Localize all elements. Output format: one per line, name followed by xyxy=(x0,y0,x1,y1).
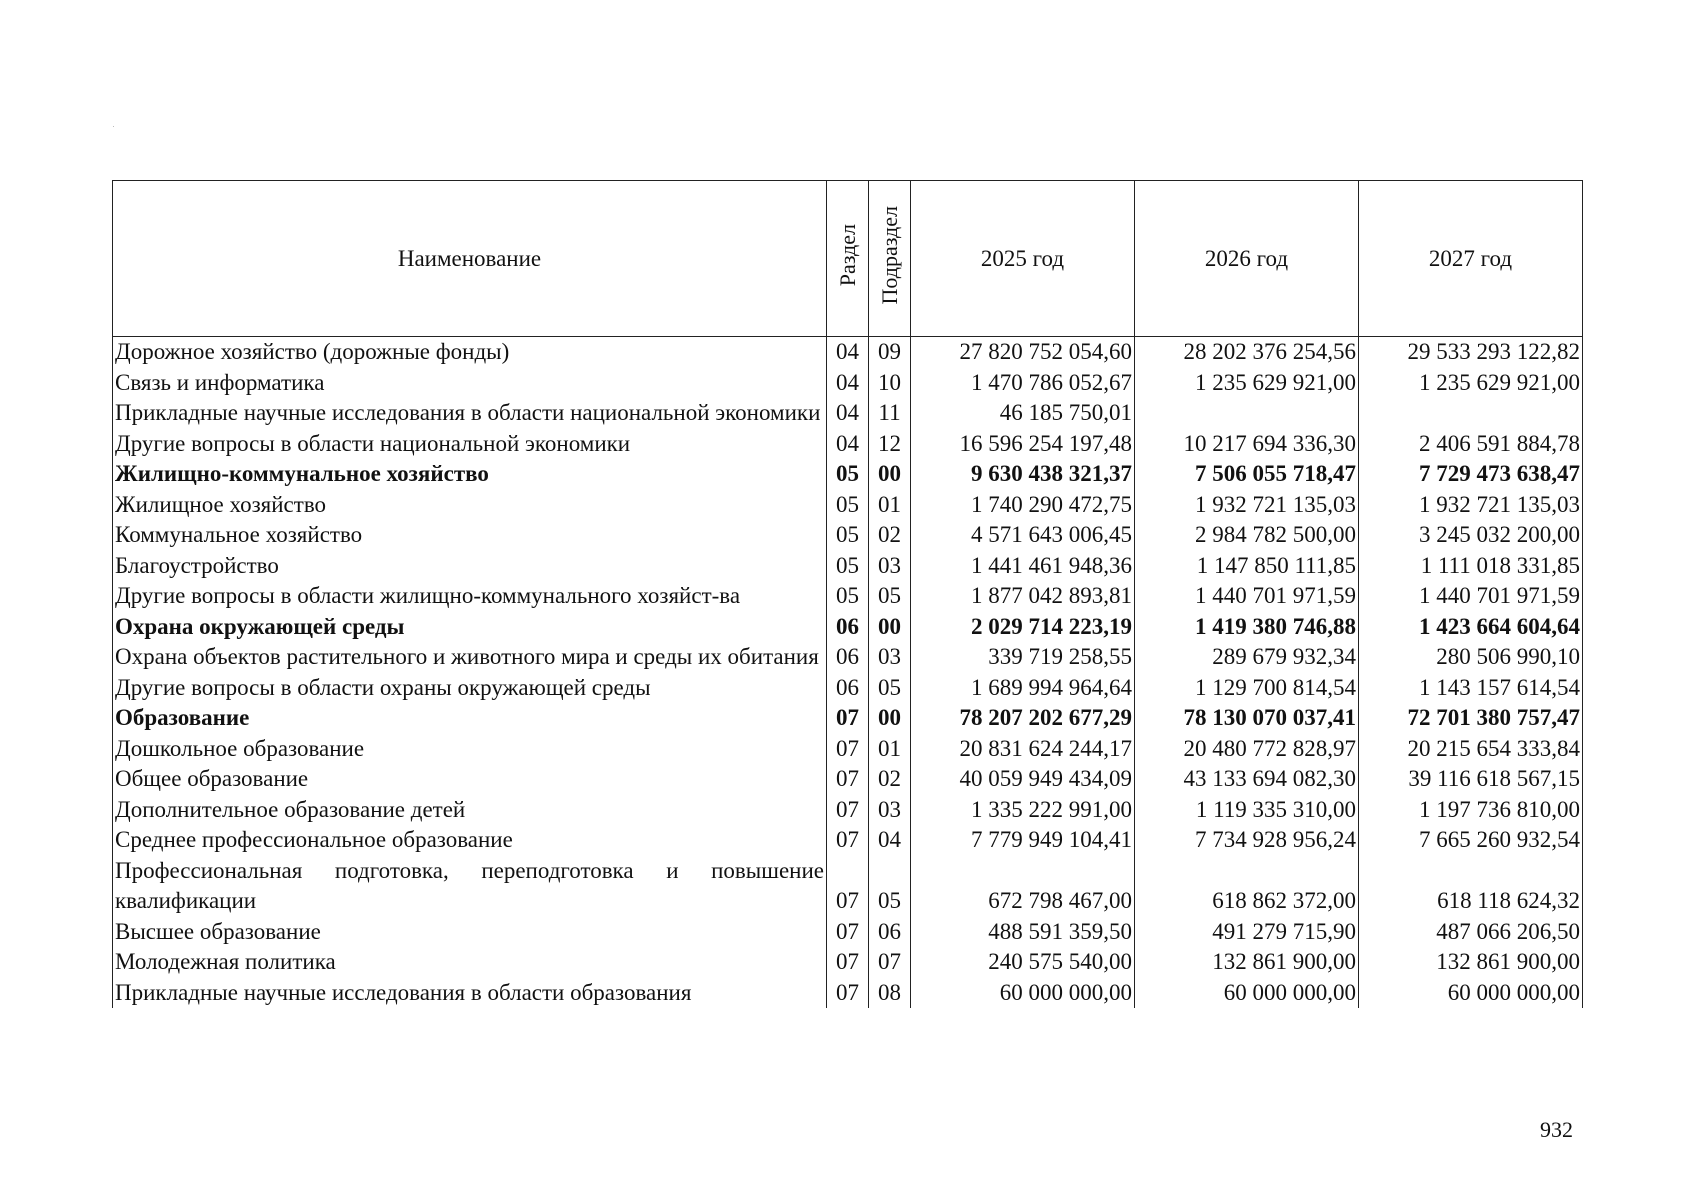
cell-razdel: 07 xyxy=(827,734,869,765)
cell-2027: 1 197 736 810,00 xyxy=(1359,795,1583,826)
cell-podrazdel: 02 xyxy=(869,764,911,795)
cell-2026: 2 984 782 500,00 xyxy=(1135,520,1359,551)
cell-2027: 7 665 260 932,54 xyxy=(1359,825,1583,856)
cell-razdel: 07 xyxy=(827,764,869,795)
table-row xyxy=(113,459,1583,490)
cell-razdel: 04 xyxy=(827,398,869,429)
cell-2026: 20 480 772 828,97 xyxy=(1135,734,1359,765)
cell-podrazdel: 03 xyxy=(869,642,911,673)
cell-razdel: 05 xyxy=(827,551,869,582)
cell-name: Дополнительное образование детей xyxy=(113,795,827,826)
header-2027: 2027 год xyxy=(1359,181,1583,337)
cell-2025: 1 335 222 991,00 xyxy=(911,795,1135,826)
cell-2025: 1 740 290 472,75 xyxy=(911,490,1135,521)
cell-2027: 29 533 293 122,82 xyxy=(1359,337,1583,368)
header-2025: 2025 год xyxy=(911,181,1135,337)
cell-2025: 1 689 994 964,64 xyxy=(911,673,1135,704)
cell-2026: 491 279 715,90 xyxy=(1135,917,1359,948)
cell-2026 xyxy=(1135,398,1359,429)
cell-2026: 1 129 700 814,54 xyxy=(1135,673,1359,704)
cell-2027: 20 215 654 333,84 xyxy=(1359,734,1583,765)
cell-podrazdel: 00 xyxy=(869,612,911,643)
cell-razdel: 05 xyxy=(827,581,869,612)
table-row xyxy=(113,734,1583,765)
cell-2025: 240 575 540,00 xyxy=(911,947,1135,978)
cell-2025: 60 000 000,00 xyxy=(911,978,1135,1009)
cell-2027: 280 506 990,10 xyxy=(1359,642,1583,673)
scan-artifact xyxy=(113,126,114,127)
table-row xyxy=(113,978,1583,1009)
cell-2026: 60 000 000,00 xyxy=(1135,978,1359,1009)
header-razdel: Раздел xyxy=(827,181,869,337)
cell-podrazdel: 01 xyxy=(869,490,911,521)
table-row xyxy=(113,703,1583,734)
table-row xyxy=(113,398,1583,429)
cell-razdel: 07 xyxy=(827,795,869,826)
cell-2026: 78 130 070 037,41 xyxy=(1135,703,1359,734)
cell-name: Другие вопросы в области жилищно-коммунального хозяйст-ва xyxy=(113,581,827,612)
cell-2025: 339 719 258,55 xyxy=(911,642,1135,673)
cell-2025: 9 630 438 321,37 xyxy=(911,459,1135,490)
table-row xyxy=(113,581,1583,612)
table-row xyxy=(113,337,1583,368)
cell-razdel: 04 xyxy=(827,429,869,460)
cell-podrazdel: 08 xyxy=(869,978,911,1009)
cell-2027 xyxy=(1359,398,1583,429)
cell-name: Жилищно-коммунальное хозяйство xyxy=(113,459,827,490)
cell-name: Благоустройство xyxy=(113,551,827,582)
cell-podrazdel: 11 xyxy=(869,398,911,429)
cell-razdel: 07 xyxy=(827,947,869,978)
cell-name: Прикладные научные исследования в области образования xyxy=(113,978,827,1009)
cell-2027: 1 932 721 135,03 xyxy=(1359,490,1583,521)
cell-podrazdel: 03 xyxy=(869,795,911,826)
cell-name: Профессиональная подготовка, переподготовка и повышение квалификации xyxy=(113,856,827,917)
cell-2025: 78 207 202 677,29 xyxy=(911,703,1135,734)
cell-razdel: 07 xyxy=(827,703,869,734)
cell-razdel: 07 xyxy=(827,978,869,1009)
cell-2026: 28 202 376 254,56 xyxy=(1135,337,1359,368)
cell-name: Коммунальное хозяйство xyxy=(113,520,827,551)
cell-2026: 132 861 900,00 xyxy=(1135,947,1359,978)
cell-podrazdel: 03 xyxy=(869,551,911,582)
cell-2025: 46 185 750,01 xyxy=(911,398,1135,429)
cell-2026: 10 217 694 336,30 xyxy=(1135,429,1359,460)
table-body xyxy=(113,337,1583,1009)
cell-razdel: 05 xyxy=(827,490,869,521)
cell-2026: 7 734 928 956,24 xyxy=(1135,825,1359,856)
cell-podrazdel: 00 xyxy=(869,459,911,490)
cell-2027: 1 143 157 614,54 xyxy=(1359,673,1583,704)
page-number: 932 xyxy=(1540,1117,1573,1142)
cell-razdel: 05 xyxy=(827,520,869,551)
table-row xyxy=(113,795,1583,826)
cell-name: Дорожное хозяйство (дорожные фонды) xyxy=(113,337,827,368)
cell-2027: 7 729 473 638,47 xyxy=(1359,459,1583,490)
cell-podrazdel: 01 xyxy=(869,734,911,765)
cell-2026: 1 419 380 746,88 xyxy=(1135,612,1359,643)
cell-podrazdel: 04 xyxy=(869,825,911,856)
cell-2025: 20 831 624 244,17 xyxy=(911,734,1135,765)
cell-razdel: 04 xyxy=(827,337,869,368)
cell-2027: 1 235 629 921,00 xyxy=(1359,368,1583,399)
cell-2026: 618 862 372,00 xyxy=(1135,856,1359,917)
table-row xyxy=(113,642,1583,673)
table-row xyxy=(113,856,1583,917)
cell-2027: 1 423 664 604,64 xyxy=(1359,612,1583,643)
cell-2027: 60 000 000,00 xyxy=(1359,978,1583,1009)
budget-table xyxy=(112,180,1583,1008)
cell-razdel: 06 xyxy=(827,642,869,673)
cell-2027: 72 701 380 757,47 xyxy=(1359,703,1583,734)
cell-2025: 672 798 467,00 xyxy=(911,856,1135,917)
cell-2027: 39 116 618 567,15 xyxy=(1359,764,1583,795)
table-header-row xyxy=(113,181,1583,337)
cell-name: Жилищное хозяйство xyxy=(113,490,827,521)
table-row xyxy=(113,764,1583,795)
cell-razdel: 07 xyxy=(827,856,869,917)
cell-razdel: 07 xyxy=(827,825,869,856)
cell-2025: 4 571 643 006,45 xyxy=(911,520,1135,551)
cell-2027: 487 066 206,50 xyxy=(1359,917,1583,948)
cell-name: Общее образование xyxy=(113,764,827,795)
table-row xyxy=(113,947,1583,978)
cell-2027: 2 406 591 884,78 xyxy=(1359,429,1583,460)
cell-name: Высшее образование xyxy=(113,917,827,948)
cell-name: Охрана объектов растительного и животного мира и среды их обитания xyxy=(113,642,827,673)
cell-podrazdel: 06 xyxy=(869,917,911,948)
cell-razdel: 06 xyxy=(827,673,869,704)
table-row xyxy=(113,520,1583,551)
cell-2027: 1 440 701 971,59 xyxy=(1359,581,1583,612)
cell-razdel: 07 xyxy=(827,917,869,948)
cell-name: Связь и информатика xyxy=(113,368,827,399)
cell-name: Образование xyxy=(113,703,827,734)
header-2026: 2026 год xyxy=(1135,181,1359,337)
cell-name: Другие вопросы в области национальной экономики xyxy=(113,429,827,460)
cell-2026: 1 147 850 111,85 xyxy=(1135,551,1359,582)
table-row xyxy=(113,429,1583,460)
cell-2026: 7 506 055 718,47 xyxy=(1135,459,1359,490)
cell-podrazdel: 10 xyxy=(869,368,911,399)
cell-podrazdel: 09 xyxy=(869,337,911,368)
cell-2025: 1 470 786 052,67 xyxy=(911,368,1135,399)
table-row xyxy=(113,673,1583,704)
table-row xyxy=(113,490,1583,521)
table-row xyxy=(113,551,1583,582)
cell-2025: 1 441 461 948,36 xyxy=(911,551,1135,582)
cell-podrazdel: 00 xyxy=(869,703,911,734)
cell-2027: 618 118 624,32 xyxy=(1359,856,1583,917)
cell-name: Охрана окружающей среды xyxy=(113,612,827,643)
cell-2025: 16 596 254 197,48 xyxy=(911,429,1135,460)
cell-2026: 43 133 694 082,30 xyxy=(1135,764,1359,795)
cell-2026: 1 440 701 971,59 xyxy=(1135,581,1359,612)
cell-2025: 2 029 714 223,19 xyxy=(911,612,1135,643)
table-row xyxy=(113,612,1583,643)
cell-podrazdel: 02 xyxy=(869,520,911,551)
cell-podrazdel: 07 xyxy=(869,947,911,978)
cell-2025: 488 591 359,50 xyxy=(911,917,1135,948)
header-podrazdel: Подраздел xyxy=(869,181,911,337)
cell-razdel: 04 xyxy=(827,368,869,399)
table-row xyxy=(113,917,1583,948)
cell-name: Прикладные научные исследования в области национальной экономики xyxy=(113,398,827,429)
table-row xyxy=(113,368,1583,399)
cell-2025: 1 877 042 893,81 xyxy=(911,581,1135,612)
cell-name: Другие вопросы в области охраны окружающей среды xyxy=(113,673,827,704)
cell-2026: 1 235 629 921,00 xyxy=(1135,368,1359,399)
header-name: Наименование xyxy=(113,181,827,337)
cell-2025: 40 059 949 434,09 xyxy=(911,764,1135,795)
cell-razdel: 06 xyxy=(827,612,869,643)
cell-2027: 132 861 900,00 xyxy=(1359,947,1583,978)
cell-podrazdel: 05 xyxy=(869,673,911,704)
table-row xyxy=(113,825,1583,856)
cell-2026: 1 119 335 310,00 xyxy=(1135,795,1359,826)
cell-name: Молодежная политика xyxy=(113,947,827,978)
cell-2027: 3 245 032 200,00 xyxy=(1359,520,1583,551)
cell-2026: 289 679 932,34 xyxy=(1135,642,1359,673)
cell-razdel: 05 xyxy=(827,459,869,490)
cell-name: Среднее профессиональное образование xyxy=(113,825,827,856)
cell-podrazdel: 12 xyxy=(869,429,911,460)
cell-podrazdel: 05 xyxy=(869,581,911,612)
cell-2025: 7 779 949 104,41 xyxy=(911,825,1135,856)
cell-2026: 1 932 721 135,03 xyxy=(1135,490,1359,521)
cell-2027: 1 111 018 331,85 xyxy=(1359,551,1583,582)
cell-name: Дошкольное образование xyxy=(113,734,827,765)
cell-2025: 27 820 752 054,60 xyxy=(911,337,1135,368)
cell-podrazdel: 05 xyxy=(869,856,911,917)
